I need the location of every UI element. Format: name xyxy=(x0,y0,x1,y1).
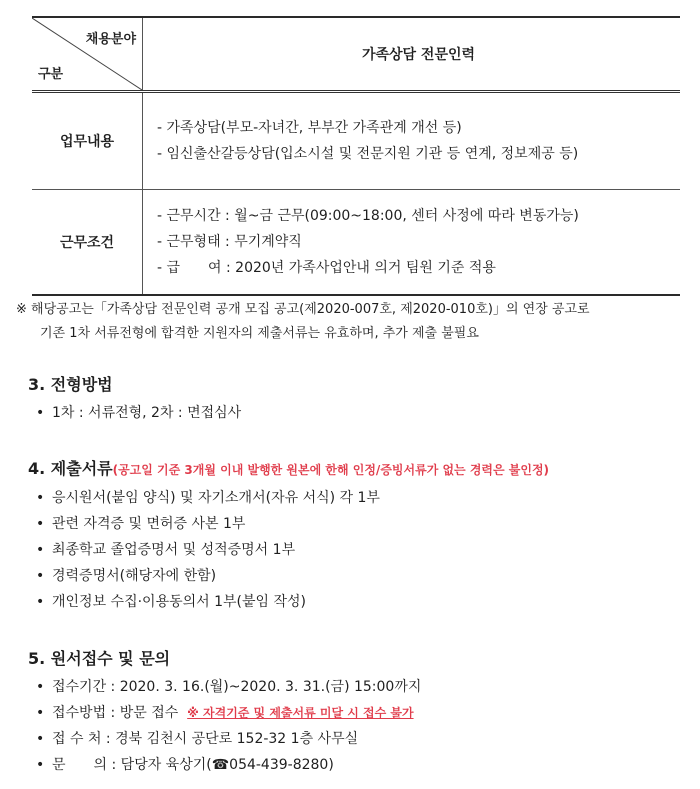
corner-bottom-label: 구분 xyxy=(38,67,64,82)
table-row-conditions xyxy=(32,190,680,294)
list-item: • 응시원서(붙임 양식) 및 자기소개서(자유 서식) 각 1부 xyxy=(36,490,380,506)
table-row-duties xyxy=(32,93,680,190)
application-method-note: ※ 자격기준 및 제출서류 미달 시 접수 불가 xyxy=(187,706,414,720)
list-item: • 접수기간 : 2020. 3. 16.(월)~2020. 3. 31.(금) 15:00까지 xyxy=(36,679,422,695)
corner-top-label: 채용분야 xyxy=(85,32,136,47)
section-title: 3. 전형방법 xyxy=(28,375,113,394)
list-item: • 관련 자격증 및 면허증 사본 1부 xyxy=(36,516,246,532)
table-header-row xyxy=(32,18,680,93)
condition-line: - 근무시간 : 월~금 근무(09:00~18:00, 센터 사정에 따라 변동가능) xyxy=(157,208,579,224)
condition-line: - 근무형태 : 무기계약직 xyxy=(157,234,302,250)
recruitment-table xyxy=(32,16,680,296)
section-selection xyxy=(28,374,688,426)
duty-line: - 가족상담(부모-자녀간, 부부간 가족관계 개선 등) xyxy=(157,120,462,136)
list-item: • 경력증명서(해당자에 한함) xyxy=(36,568,217,584)
list-item: • 접 수 처 : 경북 김천시 공단로 152-32 1층 사무실 xyxy=(36,731,359,747)
field-header: 가족상담 전문인력 xyxy=(361,47,476,63)
list-item: • 문 의 : 담당자 육상기(☎054-439-8280) xyxy=(36,757,334,773)
list-item: • 접수방법 : 방문 접수 ※ 자격기준 및 제출서류 미달 시 접수 불가 xyxy=(36,705,414,721)
duty-line: - 임신출산갈등상담(입소시설 및 전문지원 기관 등 연계, 정보제공 등) xyxy=(157,146,579,162)
section-documents xyxy=(28,458,688,615)
documents-note: (공고일 기준 3개월 이내 발행한 원본에 한해 인정/증빙서류가 없는 경력은 불인정) xyxy=(112,463,550,477)
notice-text: ※ 해당공고는「가족상담 전문인력 공개 모집 공고(제2020-007호, 제2020-010호)」의 연장 공고로 기존 1차 서류전형에 합격한 지원자의 제출서류는 유효하며, 추가 제출 불필요 xyxy=(16,302,590,341)
condition-line: - 급 여 : 2020년 가족사업안내 의거 팀원 기준 적용 xyxy=(157,260,496,276)
list-item: • 최종학교 졸업증명서 및 성적증명서 1부 xyxy=(36,542,296,558)
row-label: 업무내용 xyxy=(32,93,143,189)
section-application xyxy=(28,648,688,778)
list-item: • 개인정보 수집·이용동의서 1부(붙임 작성) xyxy=(36,594,307,610)
list-item: • 1차 : 서류전형, 2차 : 면접심사 xyxy=(36,405,242,421)
row-label: 근무조건 xyxy=(32,190,143,294)
section-title: 4. 제출서류 xyxy=(28,459,113,478)
corner-cell xyxy=(32,18,143,90)
section-title: 5. 원서접수 및 문의 xyxy=(28,649,171,668)
